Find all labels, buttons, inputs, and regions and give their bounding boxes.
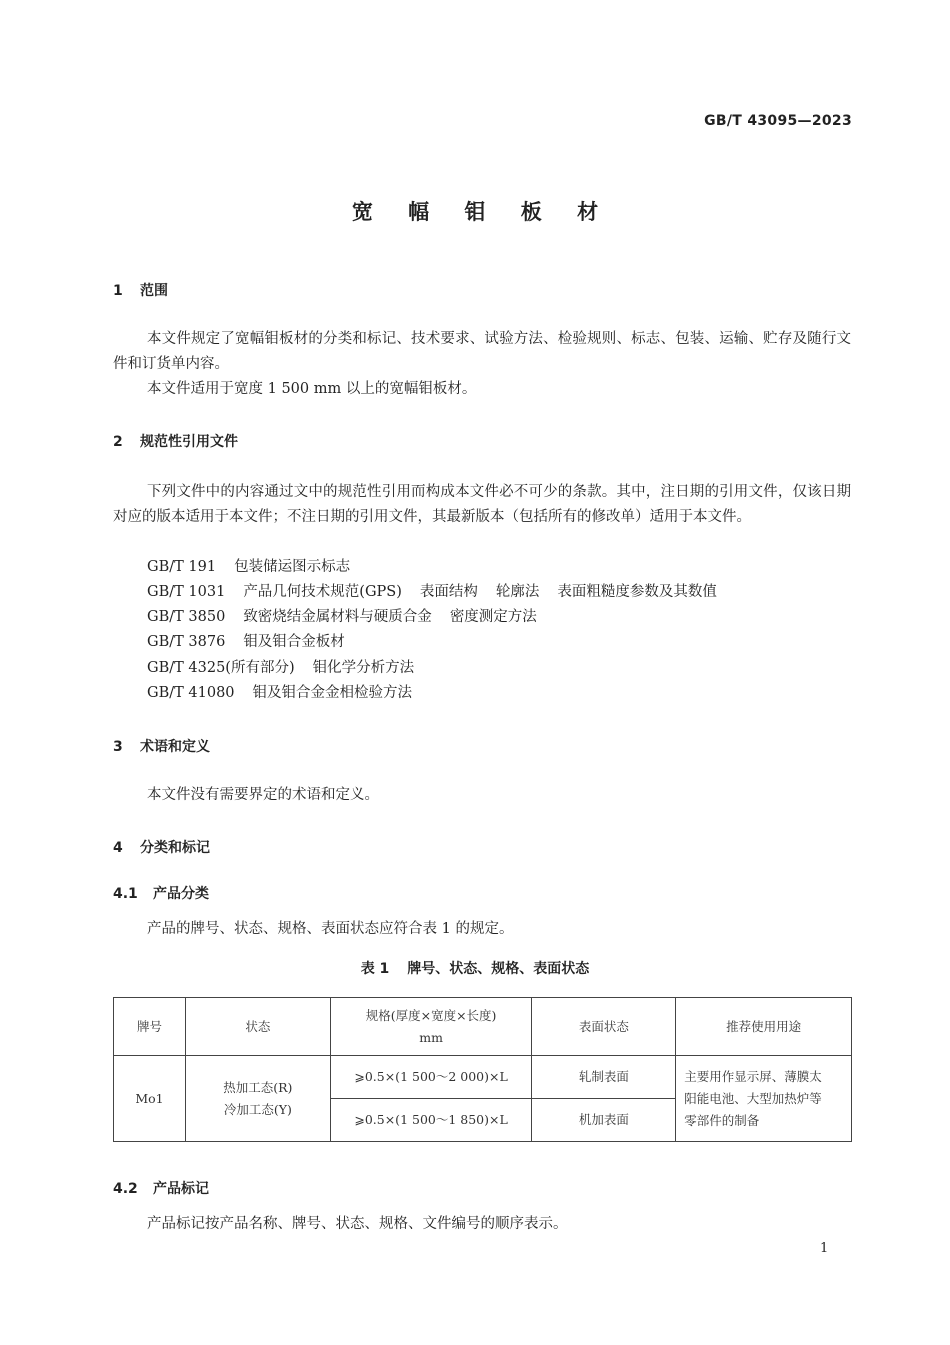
section-4-heading bbox=[113, 837, 210, 857]
section-3-heading bbox=[113, 736, 210, 756]
section-title: 规范性引用文件 bbox=[140, 434, 238, 450]
reference-code: GB/T 41080 bbox=[147, 685, 235, 701]
table-caption-label: 表 1 bbox=[360, 961, 390, 977]
reference-title: 致密烧结金属材料与硬质合金 bbox=[243, 609, 432, 625]
table-caption-title: 牌号、状态、规格、表面状态 bbox=[407, 961, 590, 977]
section-title: 术语和定义 bbox=[140, 739, 210, 755]
section-title: 范围 bbox=[140, 283, 168, 299]
section-number: 2 bbox=[113, 434, 123, 450]
section-1-heading bbox=[113, 280, 168, 300]
reference-item bbox=[147, 580, 717, 605]
document-title: 宽 幅 钼 板 材 bbox=[351, 200, 613, 224]
reference-code: GB/T 3850 bbox=[147, 609, 226, 625]
cell-spec-1: ⩾0.5×(1 500～2 000)×L bbox=[330, 1056, 532, 1099]
header-spec-label: 规格(厚度×宽度×长度) bbox=[365, 1007, 497, 1023]
table-1-caption bbox=[0, 958, 950, 978]
subsection-4-1-heading bbox=[113, 883, 209, 903]
scope-paragraph-2: 本文件适用于宽度 1 500 mm 以上的宽幅钼板材。 bbox=[147, 381, 477, 397]
header-grade: 牌号 bbox=[114, 998, 186, 1056]
cell-state-cold: 冷加工态(Y) bbox=[223, 1101, 292, 1117]
header-spec bbox=[330, 998, 532, 1056]
cell-usage-line: 主要用作显示屏、薄膜太 bbox=[684, 1068, 822, 1084]
cell-spec-2: ⩾0.5×(1 500～1 850)×L bbox=[330, 1099, 532, 1142]
subsection-number: 4.2 bbox=[113, 1181, 138, 1197]
reference-title: 钼及钼合金板材 bbox=[243, 634, 345, 650]
reference-item bbox=[147, 605, 537, 630]
cell-usage-line: 零部件的制备 bbox=[684, 1112, 760, 1128]
references-intro: 下列文件中的内容通过文中的规范性引用而构成本文件必不可少的条款。其中，注日期的引用文件，仅该日期对应的版本适用于本文件；不注日期的引用文件，其最新版本（包括所有的修改单）适用于本文件。 bbox=[113, 484, 851, 525]
section-number: 1 bbox=[113, 283, 123, 299]
cell-surface-1: 轧制表面 bbox=[532, 1056, 676, 1099]
reference-title: 钼化学分析方法 bbox=[312, 660, 415, 676]
header-surface: 表面状态 bbox=[532, 998, 676, 1056]
reference-title: 产品几何技术规范(GPS) bbox=[243, 584, 402, 600]
classification-paragraph: 产品的牌号、状态、规格、表面状态应符合表 1 的规定。 bbox=[147, 921, 514, 937]
grade-state-spec-table bbox=[113, 997, 852, 1142]
reference-code: GB/T 1031 bbox=[147, 584, 226, 600]
section-number: 3 bbox=[113, 739, 123, 755]
terms-paragraph: 本文件没有需要界定的术语和定义。 bbox=[147, 787, 379, 803]
subsection-4-2-heading bbox=[113, 1178, 209, 1198]
reference-title-part: 表面粗糙度参数及其数值 bbox=[557, 584, 717, 600]
reference-item bbox=[147, 656, 414, 681]
marking-paragraph: 产品标记按产品名称、牌号、状态、规格、文件编号的顺序表示。 bbox=[147, 1216, 568, 1232]
reference-item bbox=[147, 555, 350, 580]
reference-title-part: 表面结构 bbox=[419, 584, 478, 600]
cell-usage-line: 阳能电池、大型加热炉等 bbox=[684, 1090, 822, 1106]
subsection-title: 产品标记 bbox=[153, 1181, 209, 1197]
reference-title-part: 密度测定方法 bbox=[449, 609, 537, 625]
section-title: 分类和标记 bbox=[140, 840, 210, 856]
header-usage: 推荐使用用途 bbox=[676, 998, 852, 1056]
cell-state bbox=[185, 1056, 330, 1142]
scope-paragraph-1: 本文件规定了宽幅钼板材的分类和标记、技术要求、试验方法、检验规则、标志、包装、运输、贮存及随行文件和订货单内容。 bbox=[113, 331, 851, 372]
table-header-row bbox=[114, 998, 852, 1056]
reference-item bbox=[147, 630, 345, 655]
reference-item bbox=[147, 681, 412, 706]
reference-code: GB/T 191 bbox=[147, 559, 217, 575]
table-row bbox=[114, 1056, 852, 1099]
section-number: 4 bbox=[113, 840, 123, 856]
cell-grade: Mo1 bbox=[114, 1056, 186, 1142]
standard-number: GB/T 43095—2023 bbox=[704, 113, 852, 129]
header-state: 状态 bbox=[185, 998, 330, 1056]
subsection-number: 4.1 bbox=[113, 886, 138, 902]
cell-surface-2: 机加表面 bbox=[532, 1099, 676, 1142]
reference-title: 包装储运图示标志 bbox=[234, 559, 351, 575]
reference-code: GB/T 4325(所有部分) bbox=[147, 660, 295, 676]
subsection-title: 产品分类 bbox=[153, 886, 209, 902]
cell-state-hot: 热加工态(R) bbox=[223, 1079, 293, 1095]
header-spec-unit: mm bbox=[419, 1029, 443, 1045]
cell-usage bbox=[676, 1056, 852, 1142]
reference-code: GB/T 3876 bbox=[147, 634, 226, 650]
reference-title-part: 轮廓法 bbox=[495, 584, 540, 600]
reference-title: 钼及钼合金金相检验方法 bbox=[252, 685, 413, 701]
page-number: 1 bbox=[820, 1241, 829, 1256]
section-2-heading bbox=[113, 431, 238, 451]
